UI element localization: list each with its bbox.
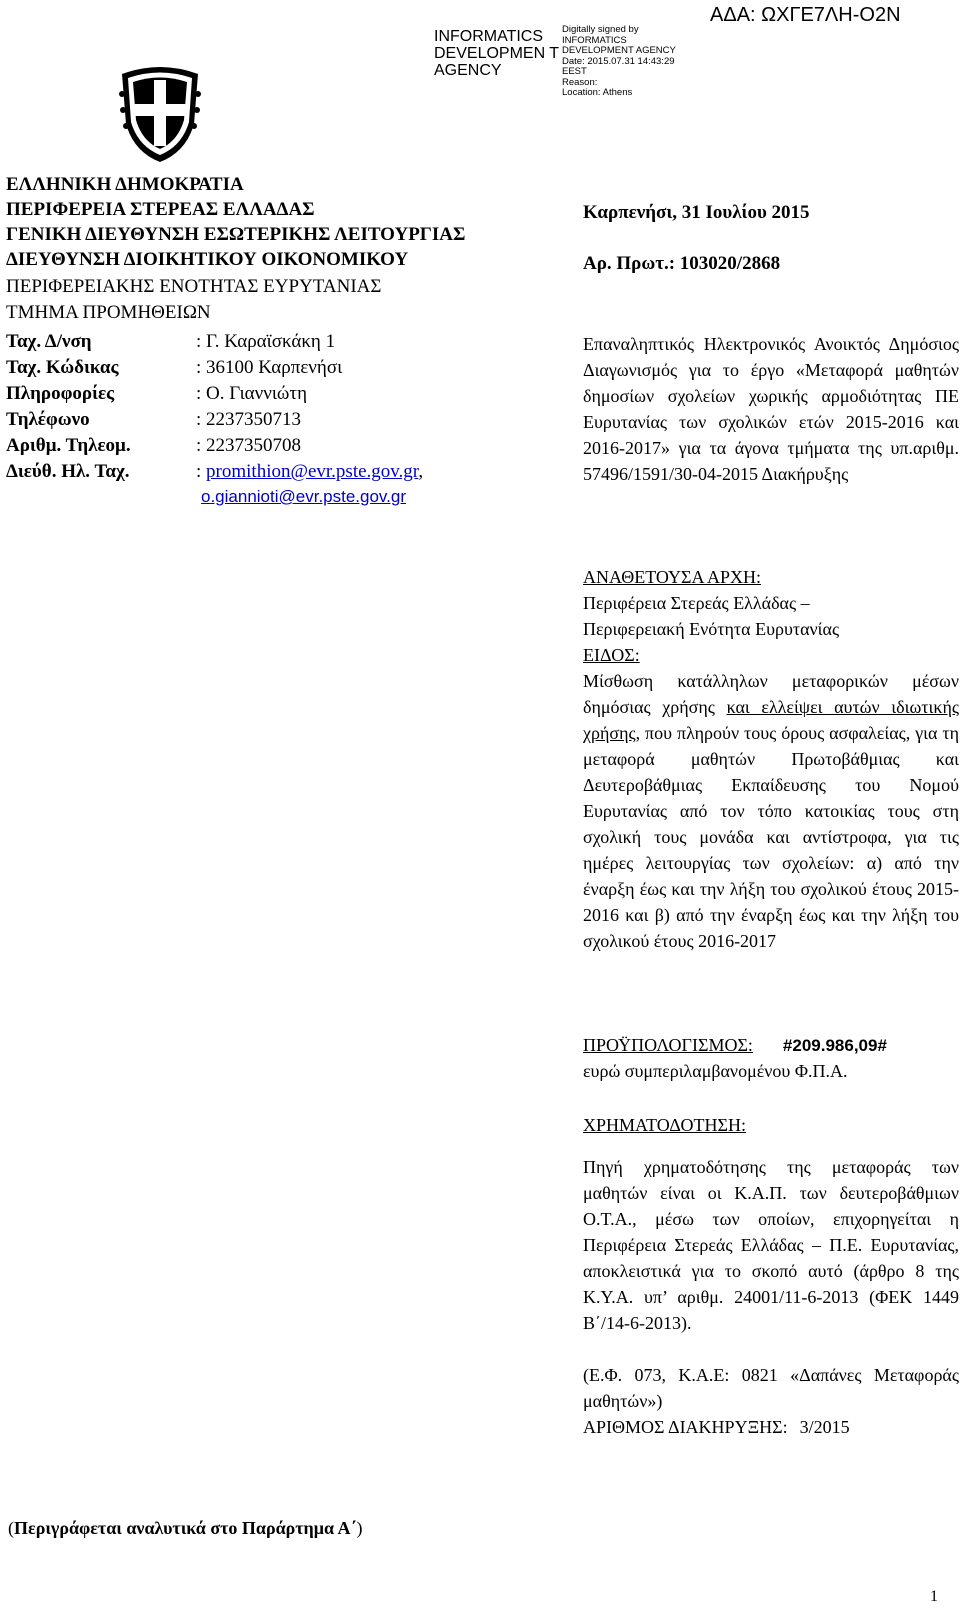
type-heading-text: ΕΙΔΟΣ: xyxy=(583,645,640,665)
type-paragraph xyxy=(583,668,959,954)
signing-agency: INFORMATICS DEVELOPMEN T AGENCY xyxy=(434,28,559,79)
email-separator: , xyxy=(418,461,424,482)
declaration-label: ΑΡΙΘΜΟΣ ΔΙΑΚΗΡΥΞΗΣ: xyxy=(583,1417,788,1437)
postcode-value: : 36100 Καρπενήσι xyxy=(196,357,343,378)
signature-line: Location: Athens xyxy=(562,87,633,98)
contracting-authority-heading xyxy=(583,564,959,590)
footnote-open-paren: ( xyxy=(8,1518,14,1538)
fax-value: : 2237350708 xyxy=(196,435,302,456)
budget-label: ΠΡΟΫΠΟΛΟΓΙΣΜΟΣ: xyxy=(583,1035,753,1055)
subject-paragraph: Επαναληπτικός Ηλεκτρονικός Ανοικτός Δημόσιος Διαγωνισμός για το έργο «Μεταφορά μαθητών δημοσίων σχολείων χωρικής αρμοδιότητας ΠΕ Ευρυτανίας των σχολικών ετών 2015-2016 και 2016-2017» για τα άγονα τμήματα της υπ.αριθμ. 57496/1591/30-04-2015 Διακήρυξης xyxy=(583,334,959,484)
ada-code: ΑΔΑ: ΩΧΓΕ7ΛΗ-Ο2Ν xyxy=(710,4,901,26)
type-text-2: που πληρούν τους όρους ασφαλείας, για τη μεταφορά μαθητών Πρωτοβάθμιας και Δευτεροβάθμιας Εκπαίδευσης του Νομού Ευρυτανίας από τον τόπο κατοικίας τους στη σχολική τους μονάδα και αντίστροφα, για τις ημέρες λειτουργίας των σχολείων: α) από την έναρξη έως και την λήξη του σχολικού έτους 2015-2016 και β) από την έναρξη έως και την λήξη του σχολικού έτους 2016-2017 xyxy=(583,723,959,951)
signature-line: Digitally signed by xyxy=(562,24,639,35)
address-label: Ταχ. Δ/νση xyxy=(6,331,92,352)
budget-line xyxy=(583,1032,959,1059)
budget-value: #209.986,09# xyxy=(782,1036,887,1055)
postcode-label: Ταχ. Κώδικας xyxy=(6,357,119,378)
kae-paragraph: (Ε.Φ. 073, Κ.Α.Ε: 0821 «Δαπάνες Μεταφοράς μαθητών») xyxy=(583,1365,959,1411)
contracting-authority-heading-text: ΑΝΑΘΕΤΟΥΣΑ ΑΡΧΗ: xyxy=(583,567,762,587)
digital-signature-block xyxy=(562,25,722,99)
type-text-underlined: και ελλείψει αυτών ιδιωτικής χρήσης, xyxy=(583,697,959,743)
protocol-number: Αρ. Πρωτ.: 103020/2868 xyxy=(583,253,781,274)
header-directorate: ΔΙΕΥΘΥΝΣΗ ΔΙΟΙΚΗΤΙΚΟΥ ΟΙΚΟΝΟΜΙΚΟΥ xyxy=(6,249,409,270)
funding-heading-text: ΧΡΗΜΑΤΟΔΟΤΗΣΗ: xyxy=(583,1115,746,1135)
footnote-text: Περιγράφεται αναλυτικά στο Παράρτημα Α΄ xyxy=(14,1518,357,1538)
hellenic-emblem-icon xyxy=(114,64,206,164)
signature-line: Date: 2015.07.31 14:43:29 xyxy=(562,55,675,67)
declaration-number xyxy=(583,1414,959,1440)
funding-paragraph: Πηγή χρηματοδότησης της μεταφοράς των μαθητών είναι οι Κ.Α.Π. των δευτεροβάθμιων Ο.Τ.Α., μέσω των οποίων, επιχορηγείται η Περιφέρεια Στερεάς Ελλάδας – Π.Ε. Ευρυτανίας, αποκλειστικά για το σκοπό αυτό (άρθρο 8 της Κ.Υ.Α. υπ’ αριθμ. 24001/11-6-2013 (ΦΕΚ 1449 Β΄/14-6-2013). xyxy=(583,1157,959,1333)
footnote xyxy=(8,1518,363,1539)
phone-label: Τηλέφωνο xyxy=(6,409,90,430)
phone-value: : 2237350713 xyxy=(196,409,302,430)
footnote-close-paren: ) xyxy=(356,1518,363,1538)
place-date: Καρπενήσι, 31 Ιουλίου 2015 xyxy=(583,202,810,223)
email-value xyxy=(196,459,423,485)
funding-heading xyxy=(583,1112,959,1138)
signature-line: DEVELOPMENT AGENCY xyxy=(562,45,676,56)
budget-note: ευρώ συμπεριλαμβανομένου Φ.Π.Α. xyxy=(583,1061,848,1081)
contracting-authority-line2: Περιφερειακή Ενότητα Ευρυτανίας xyxy=(583,619,840,639)
email-link-giannioti[interactable]: o.giannioti@evr.pste.gov.gr xyxy=(201,487,407,506)
header-country: ΕΛΛΗΝΙΚΗ ΔΗΜΟΚΡΑΤΙΑ xyxy=(6,174,244,195)
email-value-second xyxy=(201,486,406,508)
contracting-authority-line1: Περιφέρεια Στερεάς Ελλάδας – xyxy=(583,593,810,613)
info-label: Πληροφορίες xyxy=(6,383,115,404)
signature-line: Reason: xyxy=(562,76,598,88)
header-department: ΤΜΗΜΑ ΠΡΟΜΗΘΕΙΩΝ xyxy=(6,302,211,323)
type-text-1: Μίσθωση κατάλληλων μεταφορικών μέσων δημόσιας χρήσης xyxy=(583,671,959,717)
info-value: : Ο. Γιαννιώτη xyxy=(196,383,308,404)
header-regional-unit: ΠΕΡΙΦΕΡΕΙΑΚΗΣ ΕΝΟΤΗΤΑΣ ΕΥΡΥΤΑΝΙΑΣ xyxy=(6,276,382,297)
email-prefix: : xyxy=(196,461,207,482)
type-heading xyxy=(583,642,959,668)
page-number: 1 xyxy=(930,1588,938,1605)
signature-line: INFORMATICS xyxy=(562,34,627,46)
fax-label: Αριθμ. Τηλεομ. xyxy=(6,435,131,456)
email-label: Διεύθ. Ηλ. Ταχ. xyxy=(6,461,130,482)
address-value: : Γ. Καραϊσκάκη 1 xyxy=(196,331,336,352)
declaration-value: 3/2015 xyxy=(799,1417,850,1437)
email-link-promithion[interactable]: promithion@evr.pste.gov.gr xyxy=(206,461,419,482)
header-region: ΠΕΡΙΦΕΡΕΙΑ ΣΤΕΡΕΑΣ ΕΛΛΑΔΑΣ xyxy=(6,199,315,220)
header-general-directorate: ΓΕΝΙΚΗ ΔΙΕΥΘΥΝΣΗ ΕΣΩΤΕΡΙΚΗΣ ΛΕΙΤΟΥΡΓΙΑΣ xyxy=(6,224,466,245)
signature-line: EEST xyxy=(562,66,587,77)
